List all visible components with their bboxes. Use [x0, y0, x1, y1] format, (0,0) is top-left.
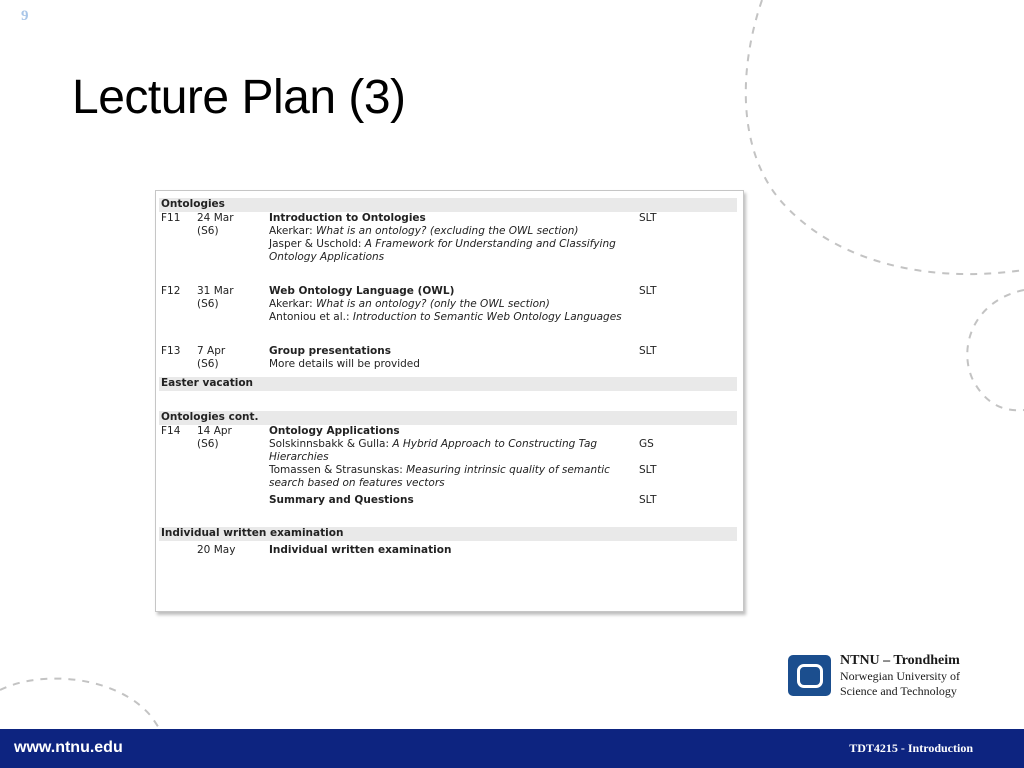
org-line-1: Norwegian University of — [840, 669, 960, 683]
reading-ref: Antoniou et al.: Introduction to Semantic Web Ontology Languages — [269, 311, 622, 323]
lecture-teacher: SLT — [639, 212, 657, 224]
lecture-teacher: SLT — [639, 464, 657, 476]
lecture-date: 20 May — [197, 544, 236, 556]
lecture-content — [267, 425, 637, 464]
schedule-table — [159, 198, 737, 557]
lecture-note: More details will be provided — [269, 358, 420, 370]
lecture-topic: Individual written examination — [269, 544, 452, 556]
lecture-teacher: SLT — [639, 285, 657, 297]
section-header: Easter vacation — [159, 377, 737, 391]
lecture-code: F14 — [161, 425, 181, 437]
lecture-date: 31 Mar (S6) — [197, 285, 234, 310]
section-header: Ontologies cont. — [159, 411, 737, 425]
lecture-code: F13 — [161, 345, 181, 357]
org-name: NTNU – Trondheim — [840, 653, 960, 668]
section-header: Ontologies — [159, 198, 737, 212]
footer-bar — [0, 729, 1024, 768]
table-row — [159, 285, 737, 324]
lecture-topic: Summary and Questions — [269, 494, 414, 506]
lecture-topic: Ontology Applications — [269, 425, 400, 437]
footer-url: www.ntnu.edu — [14, 739, 123, 756]
reading-ref: Jasper & Uschold: A Framework for Understanding and Classifying Ontology Applications — [269, 238, 616, 263]
table-row — [159, 464, 737, 490]
lecture-schedule — [155, 190, 744, 612]
lecture-teacher: SLT — [639, 494, 657, 506]
footer-course: TDT4215 - Introduction — [849, 741, 973, 755]
slide-title: Lecture Plan (3) — [72, 71, 406, 124]
reading-ref: Akerkar: What is an ontology? (excluding the OWL section) — [269, 225, 579, 237]
lecture-teacher: GS — [639, 438, 654, 450]
reading-ref: Solskinnsbakk & Gulla: A Hybrid Approach to Constructing Tag Hierarchies — [269, 438, 598, 463]
lecture-code: F11 — [161, 212, 181, 224]
lecture-content — [267, 212, 637, 264]
lecture-date: 7 Apr (S6) — [197, 345, 226, 370]
table-row — [159, 490, 737, 507]
table-row — [159, 425, 737, 464]
slide-number: 9 — [21, 8, 29, 24]
lecture-content — [267, 285, 637, 324]
section-header: Individual written examination — [159, 527, 737, 541]
lecture-topic: Introduction to Ontologies — [269, 212, 426, 224]
org-line-2: Science and Technology — [840, 684, 957, 698]
reading-ref: Tomassen & Strasunskas: Measuring intrinsic quality of semantic search based on features vectors — [269, 464, 610, 489]
table-row — [159, 212, 737, 264]
organization-block — [840, 653, 960, 699]
table-row — [159, 345, 737, 371]
lecture-date: 24 Mar (S6) — [197, 212, 234, 237]
lecture-code: F12 — [161, 285, 181, 297]
table-row — [159, 541, 737, 557]
lecture-teacher: SLT — [639, 345, 657, 357]
lecture-topic: Web Ontology Language (OWL) — [269, 285, 455, 297]
lecture-date: 14 Apr (S6) — [197, 425, 232, 450]
ntnu-logo-icon — [788, 655, 831, 696]
lecture-topic: Group presentations — [269, 345, 391, 357]
lecture-content — [267, 345, 637, 371]
reading-ref: Akerkar: What is an ontology? (only the OWL section) — [269, 298, 550, 310]
